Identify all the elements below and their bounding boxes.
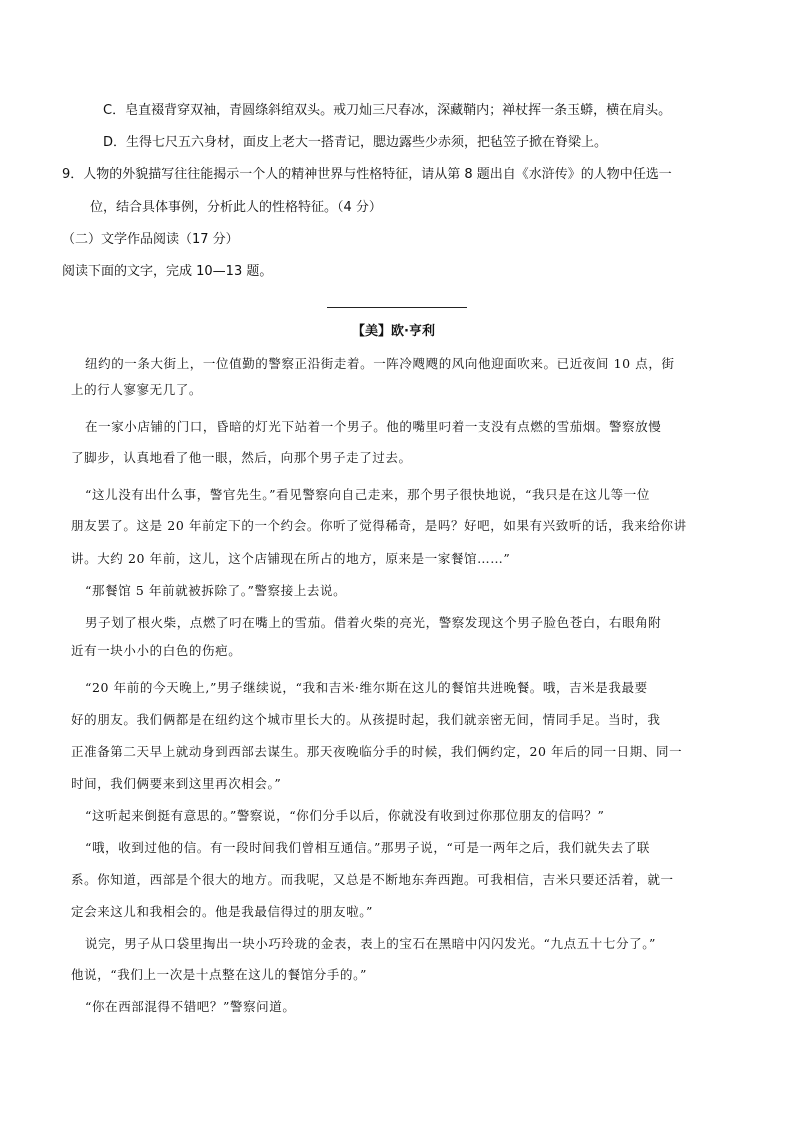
- article-line: “这听起来倒挺有意思的。”警察说，“你们分手以后，你就没有收到过你那位朋友的信吗？”: [85, 808, 605, 823]
- article-author: 【美】欧·亨利: [352, 324, 435, 339]
- article-line: “那餐馆 5 年前就被拆除了。”警察接上去说。: [85, 583, 347, 598]
- article-line: “这儿没有出什么事，警官先生。”看见警察向自己走来，那个男子很快地说，“我只是在这儿等一位: [85, 487, 650, 502]
- article-line: 时间，我们俩要来到这里再次相会。”: [71, 776, 282, 791]
- article-line: 朋友罢了。这是 20 年前定下的一个约会。你听了觉得稀奇，是吗？好吧，如果有兴致听的话，我来给你讲: [71, 518, 687, 533]
- article-line: “20 年前的今天晚上,”男子继续说，“我和吉米·维尔斯在这儿的餐馆共进晚餐。哦，吉米是我最要: [85, 680, 648, 695]
- article-line: 在一家小店铺的门口，昏暗的灯光下站着一个男子。他的嘴里叼着一支没有点燃的雪茄烟。警察放慢: [85, 419, 662, 434]
- question-9-line-1: 9．人物的外貌描写往往能揭示一个人的精神世界与性格特征，请从第 8 题出自《水浒传》的人物中任选一: [62, 167, 672, 182]
- option-c: C．皂直裰背穿双袖，青圆绦斜绾双头。戒刀灿三尺春冰，深藏鞘内；禅杖挥一条玉蟒，横在肩头。: [103, 103, 672, 118]
- article-line: 说完，男子从口袋里掏出一块小巧玲珑的金表，表上的宝石在黑暗中闪闪发光。“九点五十七分了。”: [85, 936, 657, 951]
- question-9-line-2: 位，结合具体事例，分析此人的性格特征。（4 分）: [90, 200, 382, 215]
- article-line: 了脚步，认真地看了他一眼，然后，向那个男子走了过去。: [71, 450, 412, 465]
- article-line: 好的朋友。我们俩都是在纽约这个城市里长大的。从孩提时起，我们就亲密无间，情同手足。当时，我: [71, 712, 661, 727]
- article-line: “你在西部混得不错吧？”警察问道。: [85, 999, 296, 1014]
- article-line: 讲。大约 20 年前，这儿，这个店铺现在所占的地方，原来是一家餐馆……”: [71, 551, 511, 566]
- article-line: 定会来这儿和我相会的。他是我最信得过的朋友啦。”: [71, 904, 374, 919]
- article-line: 系。你知道，西部是个很大的地方。而我呢，又总是不断地东奔西跑。可我相信，吉米只要还活着，就一: [71, 872, 674, 887]
- article-line: 正准备第二天早上就动身到西部去谋生。那天夜晚临分手的时候，我们俩约定，20 年后的同一日期、同一: [71, 744, 683, 759]
- article-line: 男子划了根火柴，点燃了叼在嘴上的雪茄。借着火柴的亮光，警察发现这个男子脸色苍白，右眼角附: [85, 615, 662, 630]
- title-blank-line: [327, 307, 467, 308]
- article-line: 上的行人寥寥无几了。: [71, 382, 203, 397]
- article-line: 他说，“我们上一次是十点整在这儿的餐馆分手的。”: [71, 967, 367, 982]
- article-line: “哦，收到过他的信。有一段时间我们曾相互通信。”那男子说，“可是一两年之后，我们就失去了联: [85, 840, 650, 855]
- article-line: 近有一块小小的白色的伤疤。: [71, 643, 242, 658]
- section-instruction: 阅读下面的文字，完成 10—13 题。: [62, 264, 273, 279]
- section-heading: （二）文学作品阅读（17 分）: [62, 232, 239, 247]
- article-line: 纽约的一条大街上，一位值勤的警察正沿街走着。一阵冷飕飕的风向他迎面吹来。已近夜间 10 点，街: [85, 356, 675, 371]
- option-d: D．生得七尺五六身材，面皮上老大一搭青记，腮边露些少赤须，把毡笠子掀在脊梁上。: [103, 135, 608, 150]
